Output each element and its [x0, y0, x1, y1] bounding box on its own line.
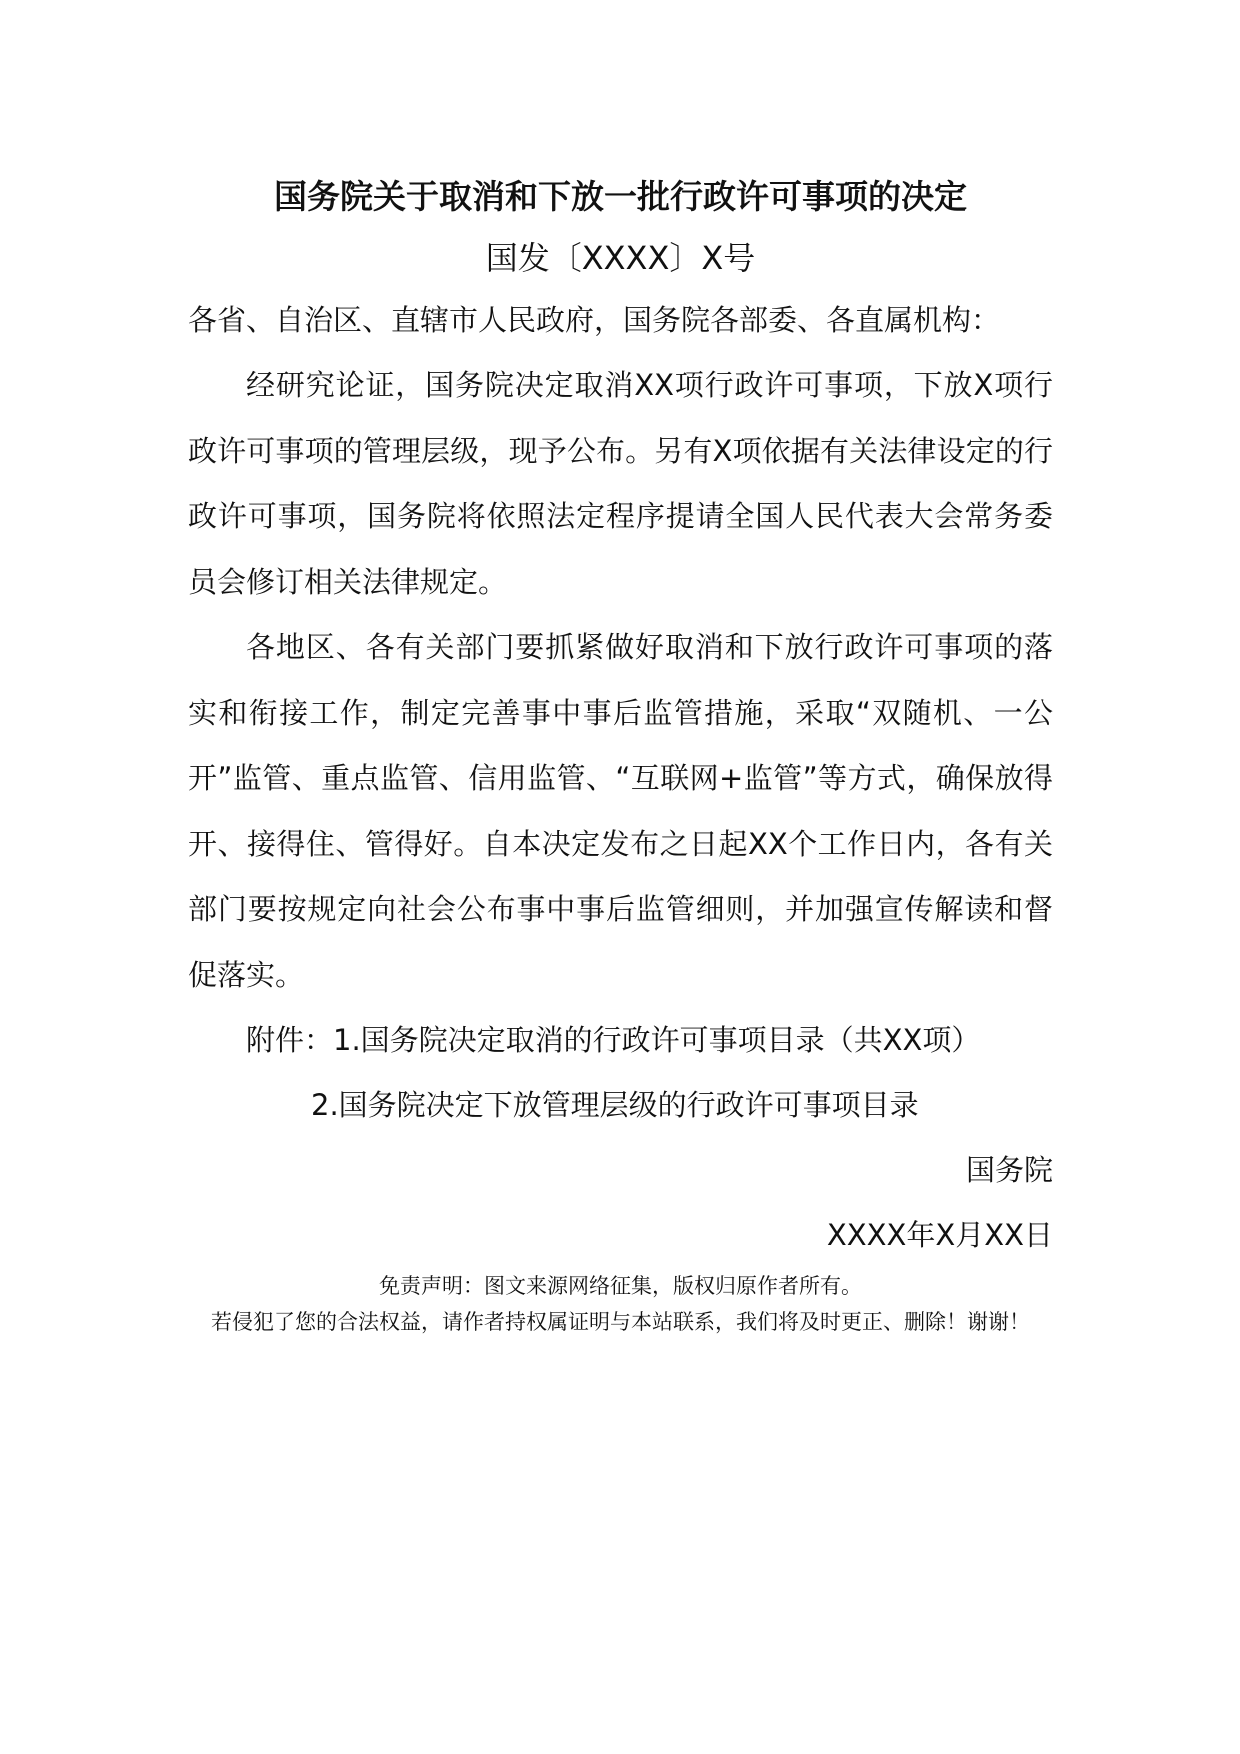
attachment-2: 2.国务院决定下放管理层级的行政许可事项目录 — [311, 1088, 919, 1122]
salutation: 各省、自治区、直辖市人民政府，国务院各部委、各直属机构： — [188, 303, 1001, 337]
document-body — [188, 170, 1053, 1340]
disclaimer — [188, 1268, 1053, 1340]
disclaimer-line-2: 若侵犯了您的合法权益，请作者持权属证明与本站联系，我们将及时更正、删除！谢谢！ — [211, 1310, 1030, 1334]
date: XXXX年X月XX日 — [826, 1218, 1053, 1252]
signer: 国务院 — [965, 1153, 1053, 1187]
paragraph-2: 各地区、各有关部门要抓紧做好取消和下放行政许可事项的落实和衔接工作，制定完善事中事后监管措施，采取“双随机、一公开”监管、重点监管、信用监管、“互联网+监管”等方式，确保放得开、接得住、管得好。自本决定发布之日起XX个工作日内，各有关部门要按规定向社会公布事中事后监管细则，并加强宣传解读和督促落实。 — [188, 630, 1053, 992]
paragraph-1: 经研究论证，国务院决定取消XX项行政许可事项，下放X项行政许可事项的管理层级，现予公布。另有X项依据有关法律设定的行政许可事项，国务院将依照法定程序提请全国人民代表大会常务委员会修订相关法律规定。 — [188, 368, 1053, 599]
attachment-1: 附件：1.国务院决定取消的行政许可事项目录（共XX项） — [246, 1023, 981, 1057]
document-number: 国发〔XXXX〕X号 — [485, 239, 756, 277]
document-title: 国务院关于取消和下放一批行政许可事项的决定 — [274, 177, 967, 216]
disclaimer-line-1: 免责声明：图文来源网络征集，版权归原作者所有。 — [379, 1274, 862, 1298]
